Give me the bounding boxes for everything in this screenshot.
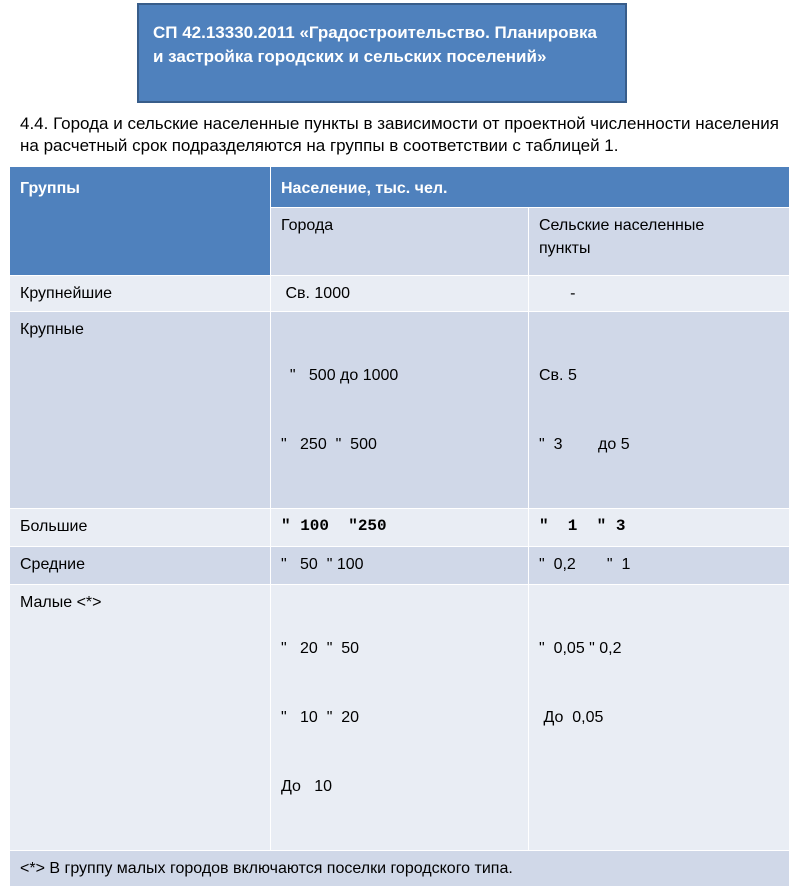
cell-group: Крупные	[10, 312, 271, 509]
cell-line: " 10 " 20	[281, 709, 360, 726]
subheader-rural-line-2: пункты	[539, 240, 591, 257]
document-title-box	[137, 3, 627, 103]
cell-group: Малые <*>	[10, 585, 271, 851]
cell-line: Св. 5	[539, 367, 577, 384]
subheader-cities-label: Города	[281, 217, 334, 234]
cell-line: До 10	[281, 778, 333, 795]
cell-line: " 0,05 " 0,2	[539, 640, 622, 657]
cell-line: " 250 " 500	[281, 436, 377, 453]
cell-group: Крупнейшие	[10, 276, 271, 312]
table-row	[10, 509, 790, 547]
subheader-cities	[271, 208, 529, 276]
cell-rural	[529, 312, 790, 509]
table-row	[10, 585, 790, 851]
cell-rural	[529, 585, 790, 851]
header-groups-label: Группы	[20, 180, 80, 197]
cell-line: " 3 до 5	[539, 436, 630, 453]
table-row	[10, 276, 790, 312]
cell-rural: " 0,2 " 1	[529, 547, 790, 585]
cell-cities	[271, 585, 529, 851]
subheader-rural	[529, 208, 790, 276]
cell-cities	[271, 312, 529, 509]
document-title-line-2: и застройка городских и сельских поселений»	[153, 47, 547, 66]
intro-paragraph: 4.4. Города и сельские населенные пункты в зависимости от проектной численности населения на расчетный срок подразделяются на группы в соответствии с таблицей 1.	[20, 114, 779, 155]
cell-rural: " 1 " 3	[529, 509, 790, 547]
table-footnote: <*> В группу малых городов включаются поселки городского типа.	[10, 851, 790, 887]
table-row	[10, 312, 790, 509]
cell-cities: " 50 " 100	[271, 547, 529, 585]
document-title-line-1: СП 42.13330.2011 «Градостроительство. Планировка	[153, 23, 597, 42]
cell-group: Средние	[10, 547, 271, 585]
cell-cities: Св. 1000	[271, 276, 529, 312]
population-groups-table	[9, 166, 790, 887]
table-footnote-row	[10, 851, 790, 887]
cell-line: До 0,05	[539, 709, 604, 726]
cell-line: " 20 " 50	[281, 640, 360, 657]
header-groups	[10, 167, 271, 276]
header-population	[271, 167, 790, 208]
cell-cities: " 100 "250	[271, 509, 529, 547]
table-row	[10, 547, 790, 585]
table-header-row	[10, 167, 790, 208]
subheader-rural-line-1: Сельские населенные	[539, 217, 705, 234]
cell-group: Большие	[10, 509, 271, 547]
header-population-label: Население, тыс. чел.	[281, 180, 448, 197]
cell-line: " 500 до 1000	[281, 367, 399, 384]
cell-rural: -	[529, 276, 790, 312]
